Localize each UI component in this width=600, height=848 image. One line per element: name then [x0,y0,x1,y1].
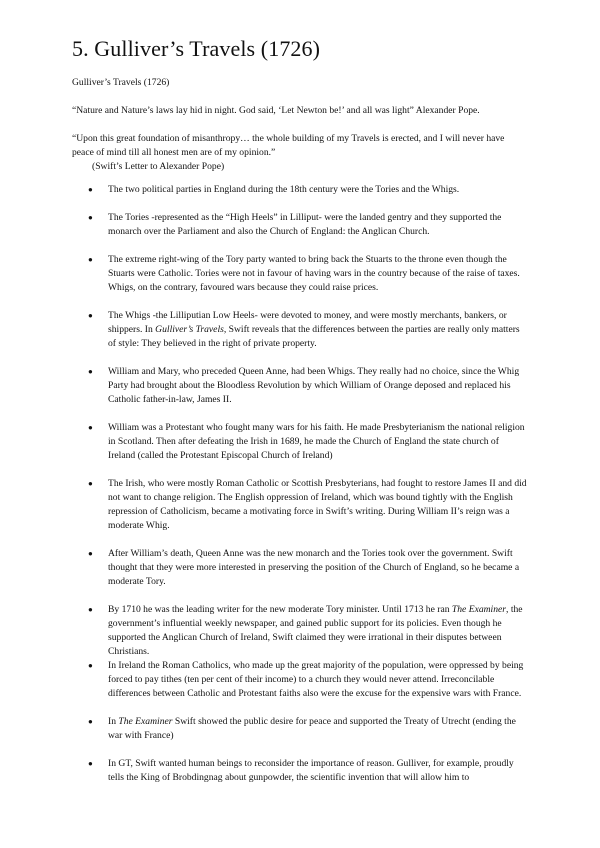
swift-quote-reference: (Swift’s Letter to Alexander Pope) [92,161,225,172]
page-title: 5. Gulliver’s Travels (1726) [72,36,321,61]
bullet-list [72,183,528,785]
list-item-text: The Irish, who were mostly Roman Catholic or Scottish Presbyterians, had fought to restore James II and did not want to change religion. The English oppression of Ireland, which was bound tightly with the English repression of Catholicism, became a motivating force in Swift’s writing. During William II’s reign was a moderate Whig. [108,478,527,531]
list-item-text: The extreme right-wing of the Tory party wanted to bring back the Stuarts to the throne even though the Stuarts were Catholic. Tories were not in favour of having wars in the country because of the raise of taxes. Whigs, on the contrary, favoured wars because they could raise prices. [108,254,520,293]
bullet-icon: ● [88,423,93,432]
bullet-icon: ● [88,255,93,264]
list-item [72,547,528,589]
bullet-icon: ● [88,717,93,726]
list-item-text: The Tories -represented as the “High Heels” in Lilliput- were the landed gentry and they supported the monarch over the Parliament and also the Church of England: the Anglican Church. [108,212,502,237]
italic-title: Gulliver’s Travels, [155,324,227,335]
bullet-icon: ● [88,605,93,614]
document-body [72,76,528,785]
list-item-text: William was a Protestant who fought many wars for his faith. He made Presbyterianism the national religion in Scotland. Then after defeating the Irish in 1689, he made the Church of England the state church of Ireland (called the Protestant Episcopal Church of Ireland) [108,422,525,461]
list-item-text: Swift showed the public desire for peace and supported the Treaty of Utrecht (ending the war with France) [108,716,516,741]
list-item [72,757,528,785]
list-item-text: In [108,716,119,727]
subtitle: Gulliver’s Travels (1726) [72,77,170,88]
bullet-icon: ● [88,549,93,558]
list-item-text: , the government’s influential weekly newspaper, and gained public support for its policies. Even though he supported the Anglican Church of Ireland, Swift claimed they were irrational in their disputes between Christians. [108,604,523,657]
list-item-text: The Whigs -the Lilliputian Low Heels- were devoted to money, and were mostly merchants, bankers, or shippers. In [108,310,507,335]
list-item [72,183,528,197]
bullet-icon: ● [88,759,93,768]
list-item [72,715,528,743]
list-item [72,253,528,295]
list-item [72,477,528,533]
bullet-icon: ● [88,479,93,488]
list-item-text: After William’s death, Queen Anne was the new monarch and the Tories took over the government. Swift thought that they were more interested in preserving the position of the Church of England, so he became a moderate Tory. [108,548,520,587]
bullet-icon: ● [88,185,93,194]
list-item [72,421,528,463]
bullet-icon: ● [88,311,93,320]
bullet-icon: ● [88,213,93,222]
swift-quote: “Upon this great foundation of misanthropy… the whole building of my Travels is erected, and I will never have peace of mind till all honest men are of my opinion.” [72,133,505,158]
list-item-text: William and Mary, who preceded Queen Anne, had been Whigs. They really had no choice, since the Whig Party had brought about the Bloodless Revolution by which William of Orange deposed and replaced his Catholic father-in-law, James II. [108,366,520,405]
list-item-text: By 1710 he was the leading writer for the new moderate Tory minister. Until 1713 he ran [108,604,452,615]
list-item-text: In Ireland the Roman Catholics, who made up the great majority of the population, were oppressed by being forced to pay tithes (ten per cent of their income) to a church they would never attend. Irreconcilable differences between Catholic and Protestant faiths also were the excuse for the expensive wars with France. [108,660,524,699]
list-item [72,365,528,407]
list-item [72,211,528,239]
list-item-text: In GT, Swift wanted human beings to reconsider the importance of reason. Gulliver, for example, proudly tells the King of Brobdingnag about gunpowder, the scientific invention that will allow him to [108,758,514,783]
italic-title: The Examiner [451,604,507,615]
list-item [72,603,528,659]
pope-quote: “Nature and Nature’s laws lay hid in night. God said, ‘Let Newton be!’ and all was light” Alexander Pope. [72,105,480,116]
list-item [72,309,528,351]
bullet-icon: ● [88,661,93,670]
bullet-icon: ● [88,367,93,376]
list-item [72,659,528,701]
list-item-text: The two political parties in England during the 18th century were the Tories and the Whigs. [108,184,460,195]
list-item-text: Swift reveals that the differences between the parties are really only matters of style: They believed in the right of private property. [108,324,520,349]
italic-title: The Examiner [118,716,173,727]
